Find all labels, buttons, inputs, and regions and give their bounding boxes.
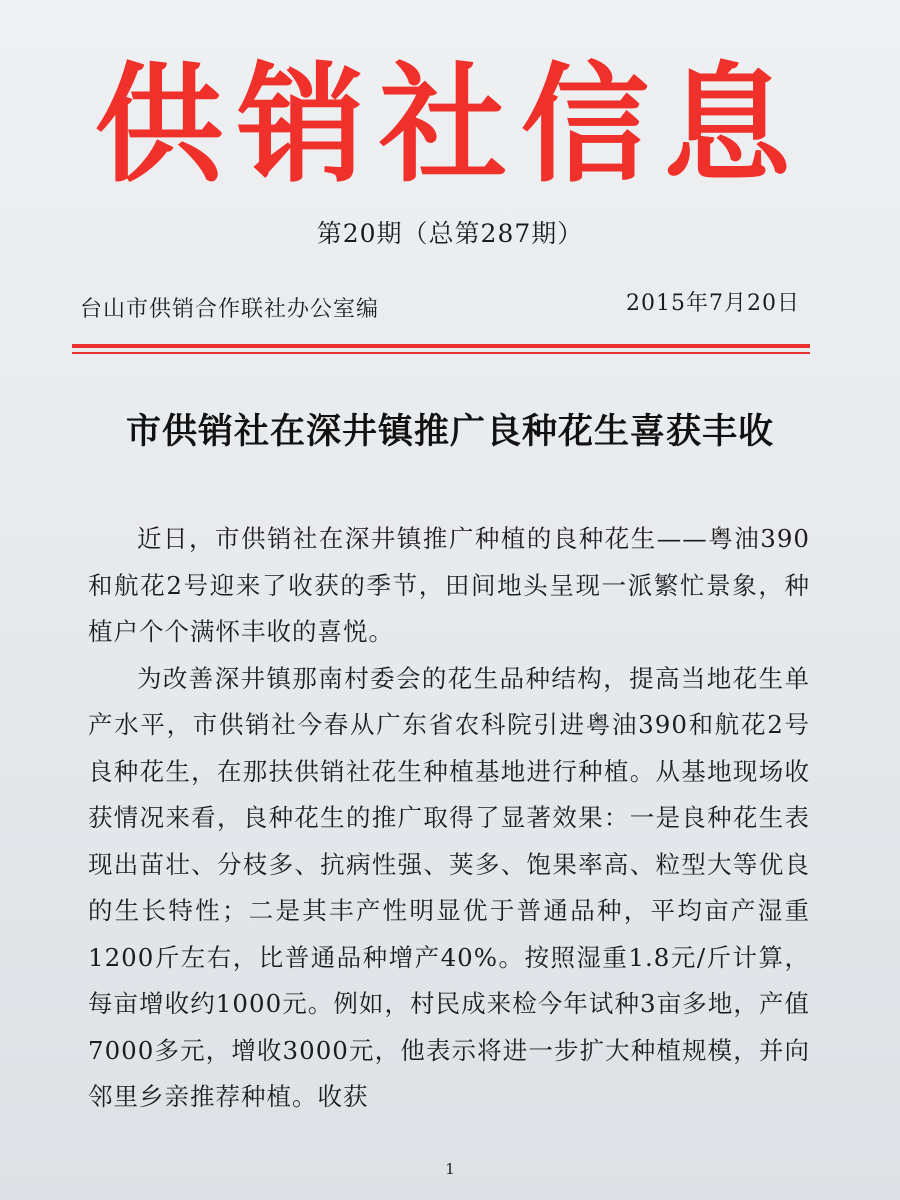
header-rule-thick: [72, 344, 810, 348]
article-title: 市供销社在深井镇推广良种花生喜获丰收: [125, 412, 774, 452]
publication-date: 2015年7月20日: [626, 291, 800, 316]
masthead-title: 供销社信息: [94, 51, 805, 200]
article-paragraph-1: 近日，市供销社在深井镇推广种植的良种花生——粤油390和航花2号迎来了收获的季节，田间地头呈现一派繁忙景象，种植户个个满怀丰收的喜悦。: [88, 524, 810, 646]
header-rule-thin: [72, 352, 810, 354]
article-paragraph-2: 为改善深井镇那南村委会的花生品种结构，提高当地花生单产水平，市供销社今春从广东省农科院引进粤油390和航花2号良种花生，在那扶供销社花生种植基地进行种植。从基地现场收获情况来看，良种花生的推广取得了显著效果：一是良种花生表现出苗壮、分枝多、抗病性强、荚多、饱果率高、粒型大等优良的生长特性；二是其丰产性明显优于普通品种，平均亩产湿重1200斤左右，比普通品种增产40%。按照湿重1.8元/斤计算，每亩增收约1000元。例如，村民成来检今年试种3亩多地，产值7000多元，增收3000元，他表示将进一步扩大种植规模，并向邻里乡亲推荐种植。收获: [88, 663, 810, 1111]
issue-number: 第20期（总第287期）: [316, 219, 584, 248]
publisher-name: 台山市供销合作联社办公室编: [80, 297, 380, 322]
page-number: 1: [445, 1160, 455, 1178]
article-body: [88, 516, 810, 1121]
